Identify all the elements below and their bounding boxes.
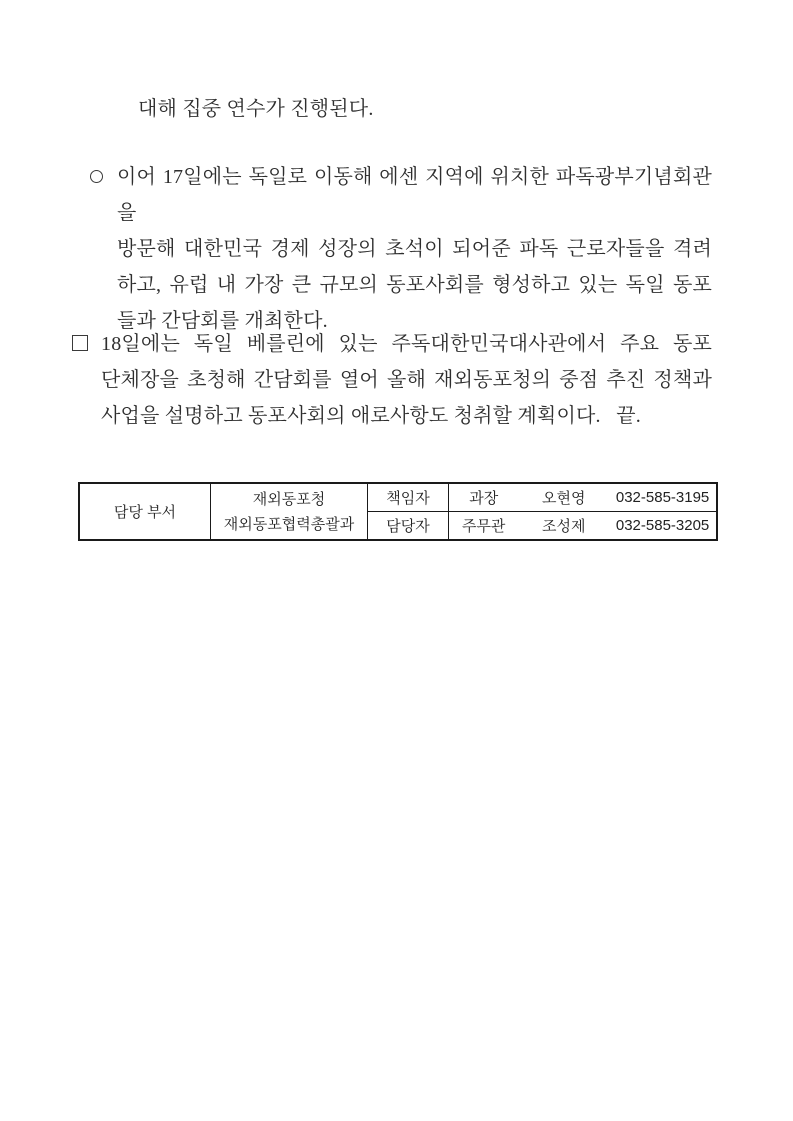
role-cell-manager: 담당자 — [368, 512, 449, 541]
contact-phone: 032-585-3205 — [615, 517, 710, 534]
bullet-column — [72, 326, 101, 356]
role-cell-responsible: 책임자 — [368, 483, 449, 512]
table-row — [79, 483, 717, 512]
contact-name: 오현영 — [542, 490, 586, 507]
circle-bullet-icon — [90, 170, 103, 183]
bullet-column — [90, 159, 117, 188]
paragraph-germany-visit — [90, 159, 712, 339]
contact-name: 조성제 — [542, 518, 586, 535]
detail-cell-responsible — [449, 483, 718, 512]
contact-table — [78, 482, 718, 541]
text-line: 18일에는 독일 베를린에 있는 주독대한민국대사관에서 주요 동포 — [101, 333, 712, 355]
paragraph-text — [117, 159, 712, 339]
text-line: 하고, 유럽 내 가장 큰 규모의 동포사회를 형성하고 있는 독일 동포 — [117, 274, 712, 296]
dept-name-line: 재외동포협력총괄과 — [223, 515, 355, 533]
text-line: 들과 간담회를 개최한다. — [117, 310, 328, 332]
intro-continuation-line: 대해 집중 연수가 진행된다. — [138, 98, 374, 120]
dept-label-cell: 담당 부서 — [79, 483, 211, 540]
square-bullet-icon — [72, 335, 88, 351]
paragraph-berlin-meeting — [72, 326, 712, 434]
text-line: 사업을 설명하고 동포사회의 애로사항도 청취할 계획이다. 끝. — [101, 405, 641, 427]
text-line: 방문해 대한민국 경제 성장의 초석이 되어준 파독 근로자들을 격려 — [117, 238, 712, 260]
contact-title: 주무관 — [461, 518, 506, 535]
text-line: 단체장을 초청해 간담회를 열어 올해 재외동포청의 중점 추진 정책과 — [101, 369, 712, 391]
detail-cell-manager — [449, 512, 718, 541]
contact-title: 과장 — [469, 490, 499, 507]
contact-phone: 032-585-3195 — [615, 489, 710, 506]
dept-name-cell — [211, 483, 368, 540]
dept-name-line: 재외동포청 — [252, 490, 326, 508]
paragraph-text — [101, 326, 712, 434]
text-line: 이어 17일에는 독일로 이동해 에센 지역에 위치한 파독광부기념회관을 — [117, 166, 712, 224]
